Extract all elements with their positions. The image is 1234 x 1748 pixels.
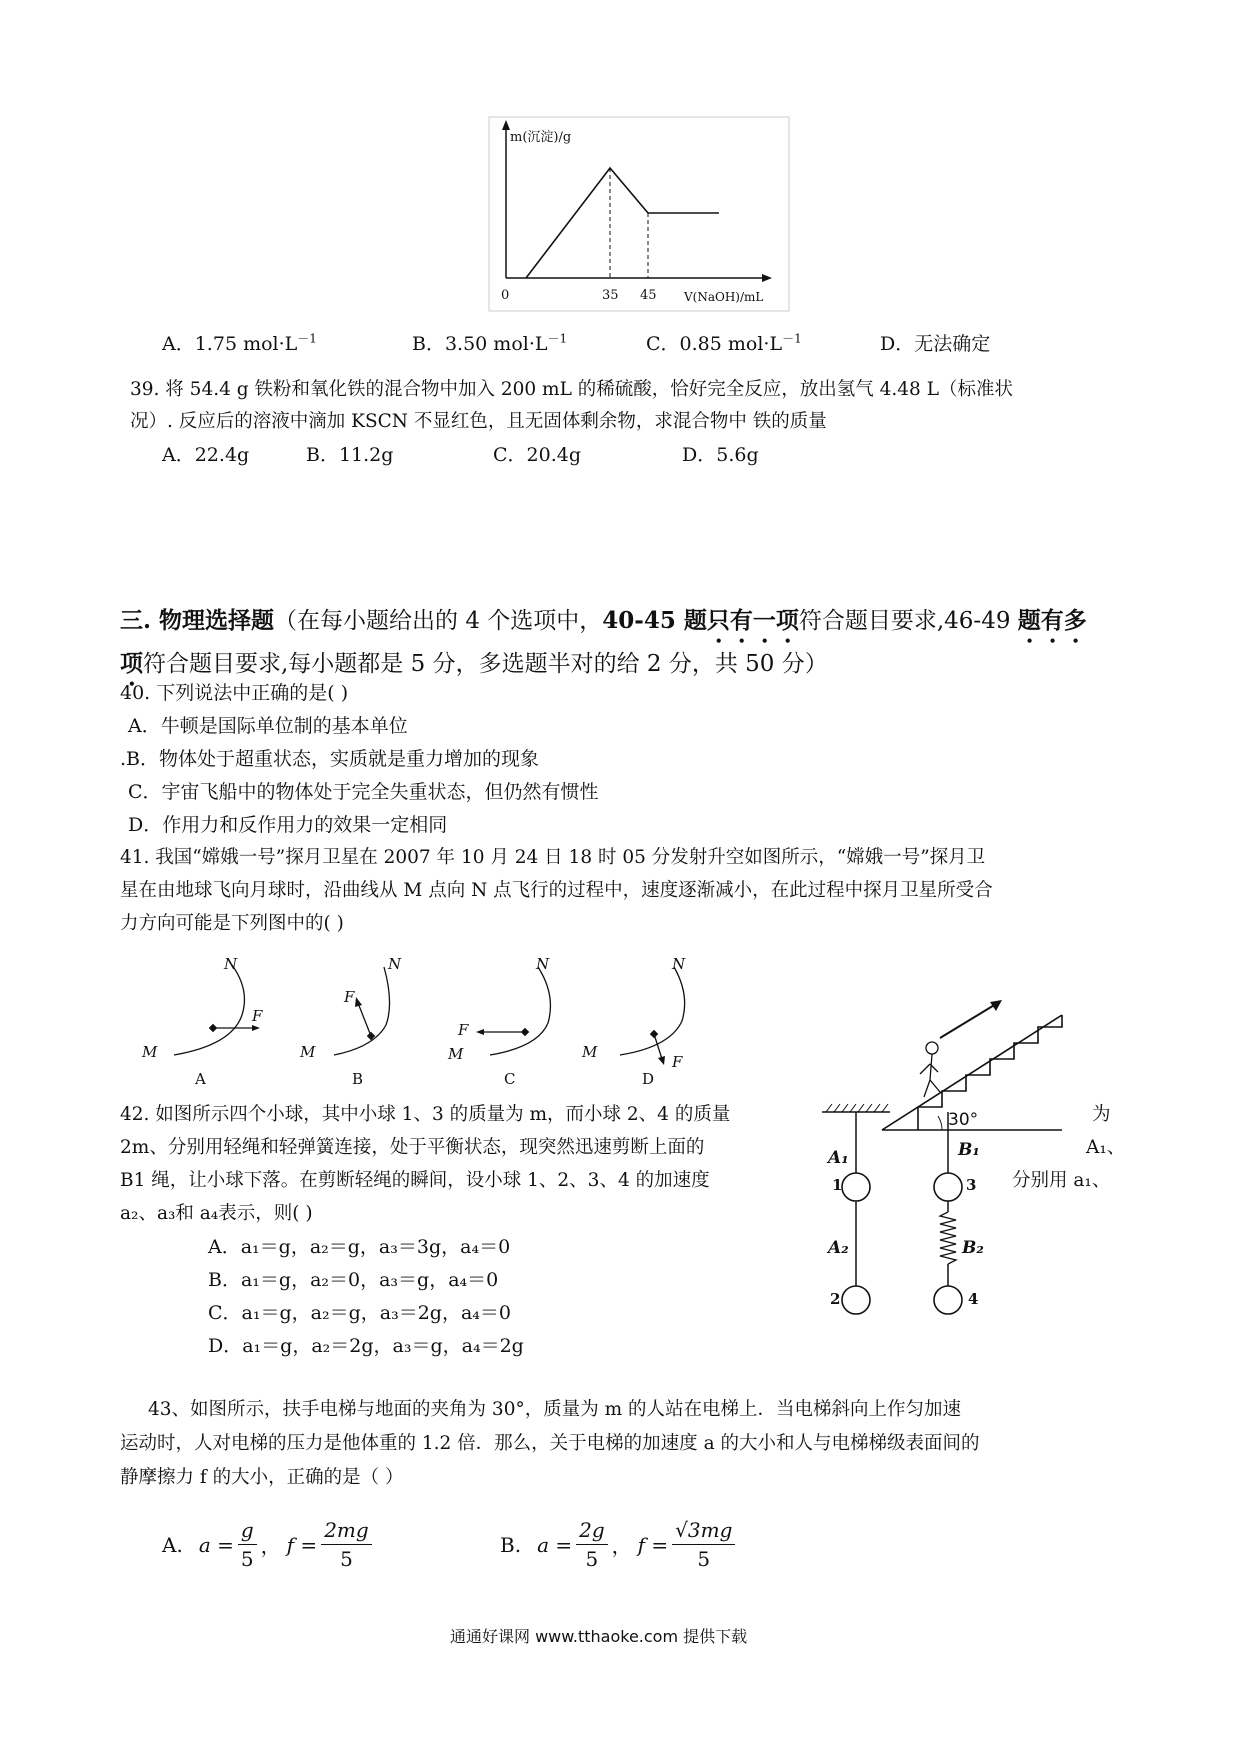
q41-b-f: F [344, 988, 355, 1006]
label-B2: B₂ [962, 1238, 984, 1258]
q38-option-a: A．1.75 $mol\cdot L^{-1}$ [162, 331, 317, 355]
q43-a-friction-frac: $\frac{2mg}{5}$ [321, 1516, 372, 1573]
graph-tick-35: 35 [602, 288, 619, 303]
balls-svg [820, 1100, 1020, 1320]
q41-diagram-a [132, 955, 282, 1087]
precipitate-graph [488, 116, 790, 312]
graph-tick-45: 45 [640, 288, 657, 303]
x-axis-arrow [762, 274, 772, 282]
ball-4-label: 4 [968, 1290, 979, 1308]
q42-option-c: C．a₁＝g，a₂＝g，a₃＝2g，a₄＝0 [208, 1302, 511, 1324]
q43-option-a: A. a = $\frac{g}{5}$ ， f = $\frac{2mg}{5}$ [162, 1516, 376, 1573]
q42-line3b: 分别用 a₁、 [1012, 1170, 1111, 1191]
q43-line2: 运动时，人对电梯的压力是他体重的 1.2 倍．那么，关于电梯的加速度 a 的大小和人与电梯梯级表面间的 [120, 1433, 980, 1454]
q40-option-a: A．牛顿是国际单位制的基本单位 [128, 715, 408, 737]
ball-1-label: 1 [832, 1176, 843, 1194]
y-axis-arrow [502, 120, 510, 130]
ball-2-label: 2 [830, 1290, 841, 1308]
q41-line1: 41. 我国“嫦娥一号”探月卫星在 2007 年 10 月 24 日 18 时 05 分发射升空如图所示，“嫦娥一号”探月卫 [120, 847, 986, 868]
q41-d-n: N [672, 955, 686, 973]
q42-line1a: 42. 如图所示四个小球，其中小球 1、3 的质量为 m，而小球 2、4 的质量 [120, 1104, 731, 1125]
page-footer: 通通好课网 www.tthaoke.com 提供下载 [450, 1627, 748, 1646]
q41-label-a: A [195, 1070, 206, 1088]
q41-line2: 星在由地球飞向月球时，沿曲线从 M 点向 N 点飞行的过程中，速度逐渐减小，在此过程中探月卫星所受合 [120, 880, 993, 901]
q41-label-b: B [352, 1070, 364, 1088]
q40-option-c: C．宇宙飞船中的物体处于完全失重状态，但仍然有惯性 [128, 781, 599, 803]
q42-line2b: A₁、 [1086, 1137, 1126, 1158]
q41-diagram-d [578, 955, 728, 1087]
q42-line4: a₂、a₃和 a₄表示，则( ) [120, 1203, 313, 1224]
q41-label-d: D [642, 1070, 655, 1088]
q41-d-m: M [582, 1043, 598, 1061]
q42-option-b: B．a₁＝g，a₂＝0，a₃＝g，a₄＝0 [208, 1269, 499, 1291]
q43-line1: 43、如图所示，扶手电梯与地面的夹角为 30°，质量为 m 的人站在电梯上．当电梯斜向上作匀加速 [148, 1399, 962, 1420]
q41-label-c: C [504, 1070, 516, 1088]
q41-diagram-c [448, 955, 598, 1087]
q43-b-friction-frac: $\frac{√3mg}{5}$ [672, 1516, 735, 1573]
q39-option-c: C．20.4g [493, 444, 582, 466]
q41-a-f: F [252, 1007, 263, 1025]
q40-option-d: D．作用力和反作用力的效果一定相同 [128, 814, 448, 836]
precipitate-curve [526, 168, 719, 278]
q43-option-b: B. a = $\frac{2g}{5}$ ， f = $\frac{√3mg}{5}$ [500, 1516, 739, 1573]
graph-origin: 0 [501, 288, 510, 303]
escalator-angle: 30° [948, 1110, 979, 1130]
q41-c-f: F [458, 1021, 469, 1039]
q39-line2: 况）. 反应后的溶液中滴加 KSCN 不显红色，且无固体剩余物，求混合物中 铁的质量 [130, 411, 827, 432]
label-B1: B₁ [958, 1140, 980, 1160]
q41-b-m: M [300, 1043, 316, 1061]
label-A1: A₁ [828, 1148, 849, 1168]
q40-stem: 40. 下列说法中正确的是( ) [120, 682, 349, 704]
q39-line1: 39. 将 54.4 g 铁粉和氧化铁的混合物中加入 200 mL 的稀硫酸，恰好完全反应，放出氢气 4.48 L（标准状 [130, 379, 1013, 400]
section3-heading-line2: 项符合题目要求,每小题都是 5 分，多选题半对的给 2 分，共 50 分） [120, 650, 828, 677]
q42-option-d: D．a₁＝g，a₂＝2g，a₃＝g，a₄＝2g [208, 1335, 524, 1357]
q43-line3: 静摩擦力 f 的大小，正确的是（ ） [120, 1467, 404, 1488]
q41-a-m: M [142, 1043, 158, 1061]
q39-option-d: D．5.6g [682, 444, 759, 466]
q42-line1b: 为 [1092, 1104, 1111, 1125]
q42-line2a: 2m、分别用轻绳和轻弹簧连接，处于平衡状态，现突然迅速剪断上面的 [120, 1137, 705, 1158]
graph-xlabel: V(NaOH)/mL [684, 290, 764, 304]
q41-a-n: N [224, 955, 238, 973]
q41-diagram-d-svg [578, 955, 728, 1087]
q41-diagram-b [292, 955, 442, 1087]
label-A2: A₂ [828, 1238, 849, 1258]
balls-figure [820, 1100, 1020, 1320]
q38-option-d: D．无法确定 [880, 333, 991, 355]
q39-option-a: A．22.4g [162, 444, 250, 466]
precipitate-graph-svg [488, 116, 790, 312]
q41-diagram-c-svg [448, 955, 598, 1087]
q39-option-b: B．11.2g [306, 444, 394, 466]
q42-option-a: A．a₁＝g，a₂＝g，a₃＝3g，a₄＝0 [208, 1236, 511, 1258]
section3-heading: 三. 物理选择题（在每小题给出的 4 个选项中，40-45 题只有一项符合题目要求,46-49 题有多 [120, 607, 1087, 634]
q43-b-accel-frac: $\frac{2g}{5}$ [576, 1516, 608, 1573]
q41-c-n: N [536, 955, 550, 973]
q43-a-accel-frac: $\frac{g}{5}$ [238, 1516, 257, 1573]
q41-line3: 力方向可能是下列图中的( ) [120, 913, 344, 934]
graph-ylabel: m(沉淀)/g [510, 130, 572, 145]
q41-d-f: F [672, 1053, 683, 1071]
q41-b-n: N [388, 955, 402, 973]
q42-line3a: B1 绳，让小球下落。在剪断轻绳的瞬间，设小球 1、2、3、4 的加速度 [120, 1170, 710, 1191]
q41-diagram-b-svg [292, 955, 442, 1087]
q41-c-m: M [448, 1045, 464, 1063]
q38-option-c: C．0.85 $mol\cdot L^{-1}$ [646, 331, 802, 355]
q38-option-b: B．3.50 $mol\cdot L^{-1}$ [412, 331, 568, 355]
ball-3-label: 3 [966, 1176, 977, 1194]
q40-option-b: .B．物体处于超重状态，实质就是重力增加的现象 [120, 748, 540, 770]
